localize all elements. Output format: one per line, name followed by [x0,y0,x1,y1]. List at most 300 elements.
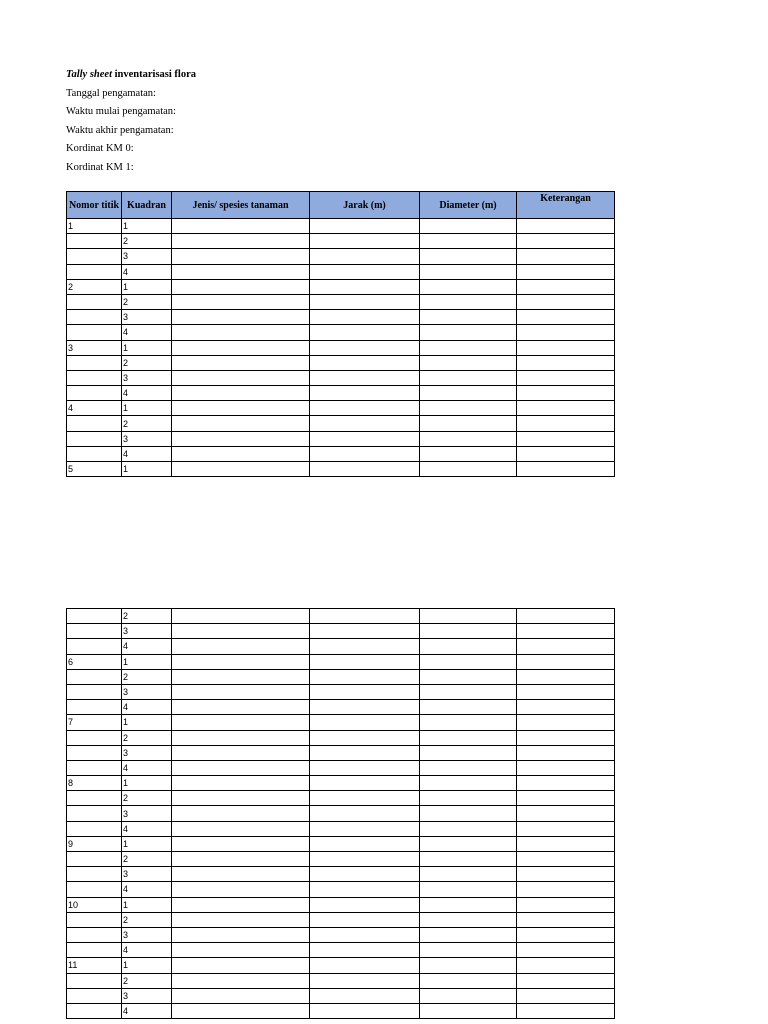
cell-jenis-spesies [172,624,310,639]
cell-jenis-spesies [172,821,310,836]
cell-keterangan [517,745,615,760]
cell-jarak [310,882,420,897]
field-waktu-mulai: Waktu mulai pengamatan: [66,106,176,118]
cell-keterangan [517,852,615,867]
cell-keterangan [517,715,615,730]
cell-jarak [310,340,420,355]
cell-nomor-titik [67,386,122,401]
cell-jenis-spesies [172,416,310,431]
cell-jarak [310,760,420,775]
field-kordinat-km1: Kordinat KM 1: [66,161,134,173]
cell-kuadran: 1 [122,401,172,416]
cell-keterangan [517,958,615,973]
cell-diameter [420,431,517,446]
cell-keterangan [517,325,615,340]
cell-keterangan [517,791,615,806]
cell-jenis-spesies [172,730,310,745]
cell-jenis-spesies [172,700,310,715]
cell-diameter [420,219,517,234]
cell-nomor-titik: 3 [67,340,122,355]
cell-nomor-titik [67,988,122,1003]
cell-jarak [310,294,420,309]
cell-keterangan [517,462,615,477]
cell-nomor-titik: 1 [67,219,122,234]
cell-diameter [420,370,517,385]
table-row [67,264,615,279]
cell-keterangan [517,624,615,639]
cell-keterangan [517,973,615,988]
cell-jarak [310,806,420,821]
cell-jenis-spesies [172,340,310,355]
table-header-row [67,192,615,219]
cell-nomor-titik [67,806,122,821]
cell-keterangan [517,340,615,355]
cell-kuadran: 3 [122,310,172,325]
table-row [67,370,615,385]
cell-diameter [420,897,517,912]
cell-jenis-spesies [172,684,310,699]
field-tanggal: Tanggal pengamatan: [66,87,156,99]
header-jenis-spesies: Jenis/ spesies tanaman [172,192,310,219]
cell-keterangan [517,882,615,897]
cell-keterangan [517,836,615,851]
table-row [67,791,615,806]
cell-jarak [310,958,420,973]
cell-jarak [310,325,420,340]
cell-diameter [420,279,517,294]
cell-diameter [420,609,517,624]
cell-nomor-titik [67,791,122,806]
table-row [67,446,615,461]
table-row [67,745,615,760]
cell-kuadran: 2 [122,609,172,624]
cell-diameter [420,776,517,791]
cell-keterangan [517,219,615,234]
cell-jarak [310,821,420,836]
cell-kuadran: 3 [122,684,172,699]
field-kordinat-km0: Kordinat KM 0: [66,143,134,155]
cell-kuadran: 4 [122,386,172,401]
cell-jarak [310,973,420,988]
cell-nomor-titik [67,684,122,699]
cell-kuadran: 3 [122,624,172,639]
cell-nomor-titik: 10 [67,897,122,912]
cell-diameter [420,684,517,699]
cell-nomor-titik [67,624,122,639]
cell-diameter [420,700,517,715]
cell-kuadran: 2 [122,355,172,370]
cell-diameter [420,943,517,958]
cell-diameter [420,234,517,249]
cell-jenis-spesies [172,715,310,730]
cell-keterangan [517,294,615,309]
cell-diameter [420,821,517,836]
cell-kuadran: 4 [122,943,172,958]
table-row [67,912,615,927]
cell-jenis-spesies [172,386,310,401]
cell-nomor-titik [67,700,122,715]
cell-diameter [420,294,517,309]
cell-diameter [420,730,517,745]
cell-jenis-spesies [172,310,310,325]
cell-nomor-titik [67,310,122,325]
cell-nomor-titik [67,730,122,745]
cell-diameter [420,386,517,401]
table-row [67,609,615,624]
cell-kuadran: 2 [122,973,172,988]
header-jarak: Jarak (m) [310,192,420,219]
cell-keterangan [517,1003,615,1018]
cell-nomor-titik [67,669,122,684]
tally-table-bottom [66,608,615,1019]
cell-jenis-spesies [172,973,310,988]
cell-diameter [420,639,517,654]
cell-jenis-spesies [172,325,310,340]
cell-diameter [420,927,517,942]
cell-keterangan [517,912,615,927]
cell-kuadran: 4 [122,882,172,897]
cell-kuadran: 2 [122,852,172,867]
cell-jarak [310,446,420,461]
cell-jenis-spesies [172,264,310,279]
cell-kuadran: 3 [122,927,172,942]
cell-nomor-titik [67,745,122,760]
cell-kuadran: 1 [122,654,172,669]
cell-nomor-titik [67,852,122,867]
cell-nomor-titik: 11 [67,958,122,973]
cell-jarak [310,386,420,401]
cell-diameter [420,791,517,806]
cell-keterangan [517,897,615,912]
cell-kuadran: 1 [122,958,172,973]
cell-kuadran: 3 [122,370,172,385]
cell-kuadran: 3 [122,806,172,821]
cell-jarak [310,867,420,882]
cell-diameter [420,401,517,416]
table-row [67,897,615,912]
cell-kuadran: 3 [122,745,172,760]
cell-diameter [420,340,517,355]
cell-jarak [310,462,420,477]
table-row [67,624,615,639]
cell-jenis-spesies [172,370,310,385]
cell-keterangan [517,234,615,249]
cell-jenis-spesies [172,1003,310,1018]
cell-keterangan [517,431,615,446]
cell-kuadran: 3 [122,431,172,446]
cell-keterangan [517,821,615,836]
cell-nomor-titik [67,927,122,942]
cell-jenis-spesies [172,431,310,446]
cell-jenis-spesies [172,279,310,294]
cell-jenis-spesies [172,912,310,927]
cell-keterangan [517,370,615,385]
cell-kuadran: 2 [122,912,172,927]
cell-jenis-spesies [172,988,310,1003]
table-row [67,806,615,821]
table-row [67,852,615,867]
cell-keterangan [517,264,615,279]
cell-kuadran: 4 [122,821,172,836]
table-row [67,219,615,234]
cell-kuadran: 2 [122,791,172,806]
table-row [67,462,615,477]
cell-kuadran: 4 [122,264,172,279]
cell-kuadran: 4 [122,1003,172,1018]
table-row [67,958,615,973]
cell-jarak [310,836,420,851]
header-kuadran: Kuadran [122,192,172,219]
table-row [67,355,615,370]
cell-nomor-titik: 9 [67,836,122,851]
cell-keterangan [517,310,615,325]
cell-kuadran: 3 [122,249,172,264]
cell-jarak [310,791,420,806]
cell-nomor-titik [67,264,122,279]
table-row [67,684,615,699]
cell-keterangan [517,386,615,401]
cell-kuadran: 3 [122,988,172,1003]
cell-diameter [420,958,517,973]
cell-jarak [310,852,420,867]
cell-keterangan [517,639,615,654]
cell-keterangan [517,776,615,791]
cell-keterangan [517,669,615,684]
cell-nomor-titik [67,355,122,370]
cell-keterangan [517,401,615,416]
cell-keterangan [517,943,615,958]
cell-jenis-spesies [172,294,310,309]
cell-keterangan [517,446,615,461]
cell-jenis-spesies [172,669,310,684]
cell-keterangan [517,730,615,745]
table-row [67,943,615,958]
cell-kuadran: 2 [122,669,172,684]
cell-nomor-titik [67,234,122,249]
cell-kuadran: 1 [122,462,172,477]
cell-keterangan [517,927,615,942]
cell-keterangan [517,249,615,264]
cell-diameter [420,355,517,370]
table-row [67,760,615,775]
cell-jarak [310,609,420,624]
table-row [67,401,615,416]
cell-diameter [420,624,517,639]
cell-kuadran: 4 [122,760,172,775]
cell-nomor-titik: 7 [67,715,122,730]
cell-jenis-spesies [172,806,310,821]
cell-jenis-spesies [172,760,310,775]
cell-nomor-titik [67,446,122,461]
cell-kuadran: 2 [122,730,172,745]
cell-jarak [310,431,420,446]
table-row [67,1003,615,1018]
cell-jenis-spesies [172,249,310,264]
cell-jarak [310,234,420,249]
cell-nomor-titik [67,609,122,624]
table-row [67,279,615,294]
cell-nomor-titik [67,821,122,836]
table-row [67,340,615,355]
cell-jarak [310,897,420,912]
cell-jenis-spesies [172,836,310,851]
cell-diameter [420,654,517,669]
cell-diameter [420,249,517,264]
cell-kuadran: 2 [122,416,172,431]
cell-jarak [310,401,420,416]
cell-jarak [310,776,420,791]
table-row [67,431,615,446]
cell-nomor-titik [67,325,122,340]
cell-kuadran: 4 [122,446,172,461]
cell-kuadran: 1 [122,836,172,851]
cell-keterangan [517,700,615,715]
cell-jarak [310,624,420,639]
cell-jarak [310,669,420,684]
cell-diameter [420,264,517,279]
cell-jarak [310,1003,420,1018]
cell-nomor-titik [67,431,122,446]
cell-jarak [310,684,420,699]
cell-diameter [420,462,517,477]
cell-nomor-titik [67,882,122,897]
table-row [67,715,615,730]
cell-keterangan [517,988,615,1003]
cell-jenis-spesies [172,446,310,461]
tally-table-top [66,191,615,477]
cell-jenis-spesies [172,927,310,942]
cell-diameter [420,715,517,730]
cell-jarak [310,249,420,264]
cell-jenis-spesies [172,897,310,912]
cell-jenis-spesies [172,654,310,669]
cell-kuadran: 4 [122,700,172,715]
cell-keterangan [517,760,615,775]
cell-nomor-titik: 4 [67,401,122,416]
cell-jenis-spesies [172,355,310,370]
field-waktu-akhir: Waktu akhir pengamatan: [66,124,174,136]
cell-diameter [420,912,517,927]
table-row [67,867,615,882]
cell-jenis-spesies [172,882,310,897]
cell-jenis-spesies [172,401,310,416]
cell-jarak [310,700,420,715]
cell-keterangan [517,609,615,624]
cell-diameter [420,760,517,775]
cell-jarak [310,654,420,669]
cell-jenis-spesies [172,219,310,234]
cell-jenis-spesies [172,462,310,477]
table-row [67,973,615,988]
cell-jarak [310,416,420,431]
sheet-title [66,66,196,85]
sheet-title-italic: Tally sheet [66,69,112,80]
cell-kuadran: 2 [122,294,172,309]
cell-nomor-titik [67,973,122,988]
cell-jenis-spesies [172,852,310,867]
table-row [67,669,615,684]
cell-nomor-titik: 6 [67,654,122,669]
cell-nomor-titik [67,760,122,775]
cell-jarak [310,745,420,760]
cell-diameter [420,310,517,325]
cell-jenis-spesies [172,791,310,806]
cell-diameter [420,988,517,1003]
table-row [67,821,615,836]
cell-jarak [310,715,420,730]
cell-jarak [310,912,420,927]
cell-jenis-spesies [172,234,310,249]
cell-jenis-spesies [172,958,310,973]
table-row [67,730,615,745]
cell-jarak [310,370,420,385]
cell-diameter [420,446,517,461]
table-row [67,386,615,401]
cell-keterangan [517,416,615,431]
cell-jarak [310,355,420,370]
cell-jarak [310,943,420,958]
table-row [67,325,615,340]
cell-kuadran: 2 [122,234,172,249]
sheet-title-rest: inventarisasi flora [111,69,196,80]
cell-diameter [420,852,517,867]
cell-nomor-titik [67,867,122,882]
cell-keterangan [517,654,615,669]
cell-diameter [420,325,517,340]
table-row [67,639,615,654]
header-keterangan: Keterangan [517,192,615,219]
cell-diameter [420,882,517,897]
cell-kuadran: 1 [122,776,172,791]
cell-jarak [310,730,420,745]
cell-nomor-titik [67,249,122,264]
cell-keterangan [517,806,615,821]
cell-jarak [310,219,420,234]
cell-keterangan [517,867,615,882]
cell-diameter [420,867,517,882]
cell-jarak [310,639,420,654]
cell-nomor-titik [67,294,122,309]
cell-diameter [420,1003,517,1018]
header-diameter: Diameter (m) [420,192,517,219]
cell-diameter [420,745,517,760]
cell-diameter [420,973,517,988]
cell-keterangan [517,279,615,294]
table-row [67,234,615,249]
cell-kuadran: 1 [122,715,172,730]
table-row [67,294,615,309]
cell-kuadran: 1 [122,279,172,294]
cell-nomor-titik [67,912,122,927]
cell-jarak [310,264,420,279]
cell-kuadran: 4 [122,325,172,340]
cell-jenis-spesies [172,609,310,624]
cell-diameter [420,416,517,431]
cell-diameter [420,836,517,851]
cell-jenis-spesies [172,867,310,882]
cell-diameter [420,669,517,684]
cell-nomor-titik: 2 [67,279,122,294]
cell-nomor-titik [67,943,122,958]
header-nomor-titik: Nomor titik [67,192,122,219]
cell-jarak [310,279,420,294]
table-row [67,700,615,715]
table-row [67,654,615,669]
cell-nomor-titik: 8 [67,776,122,791]
table-row [67,249,615,264]
cell-jenis-spesies [172,943,310,958]
table-row [67,836,615,851]
